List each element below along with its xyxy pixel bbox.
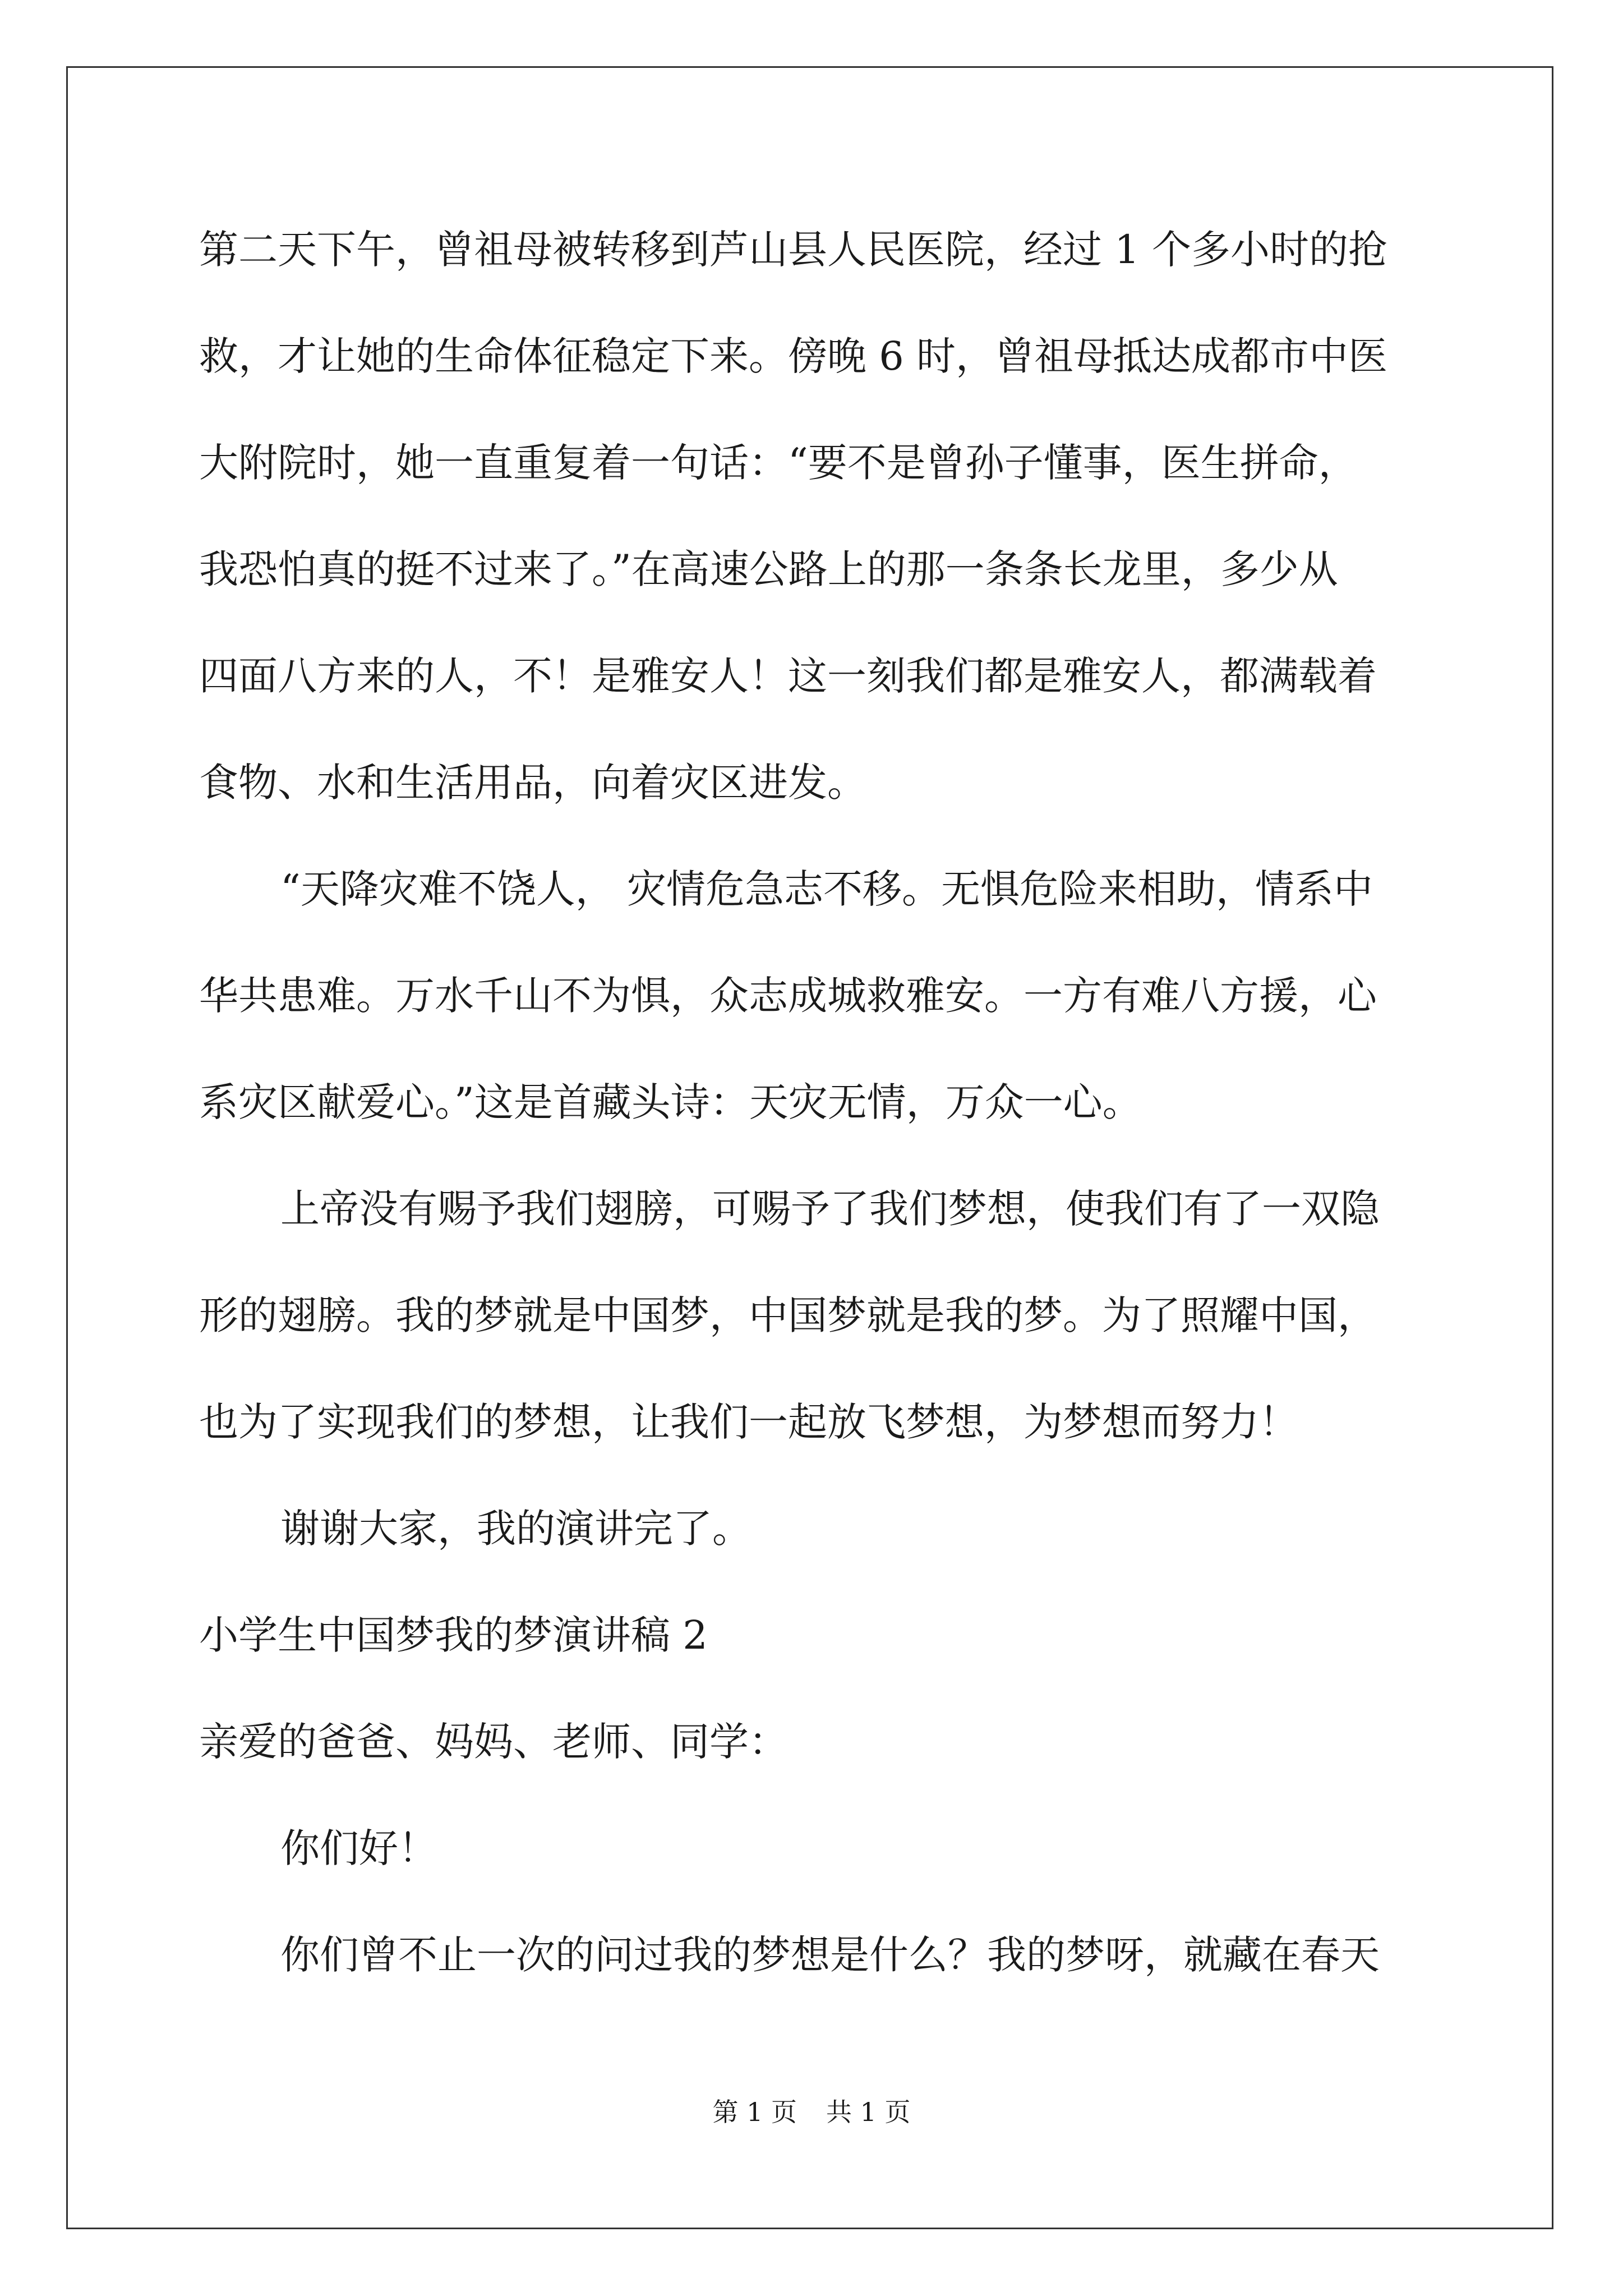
text-line: 亲爱的爸爸、妈妈、老师、同学：: [199, 1719, 788, 1765]
text-line: 食物、水和生活用品，向着灾区进发。: [199, 760, 866, 806]
text-line: 谢谢大家，我的演讲完了。: [280, 1506, 751, 1552]
text-line: 也为了实现我们的梦想，让我们一起放飞梦想，为梦想而努力！: [199, 1399, 1298, 1445]
text-line: 形的翅膀。我的梦就是中国梦，中国梦就是我的梦。为了照耀中国，: [199, 1292, 1377, 1338]
text-line: 四面八方来的人，不！是雅安人！这一刻我们都是雅安人，都满载着: [199, 653, 1377, 699]
text-line: 你们好！: [280, 1825, 437, 1871]
text-line: 上帝没有赐予我们翅膀，可赐予了我们梦想，使我们有了一双隐: [280, 1186, 1380, 1232]
text-line: 我恐怕真的挺不过来了。”在高速公路上的那一条条长龙里，多少从: [199, 546, 1338, 592]
page-footer: [0, 2095, 1623, 2129]
text-line: “天降灾难不饶人， 灾情危急志不移。无惧危险来相助，情系中: [280, 866, 1373, 912]
page-number-current: 第 1 页: [712, 2097, 797, 2127]
text-line: 你们曾不止一次的问过我的梦想是什么？我的梦呀，就藏在春天: [280, 1932, 1380, 1978]
text-line: 小学生中国梦我的梦演讲稿 2: [199, 1612, 708, 1658]
text-line: 第二天下午，曾祖母被转移到芦山县人民医院，经过 1 个多小时的抢: [199, 227, 1388, 273]
text-line: 救，才让她的生命体征稳定下来。傍晚 6 时，曾祖母抵达成都市中医: [199, 333, 1388, 379]
text-line: 大附院时，她一直重复着一句话：“要不是曾孙子懂事，医生拼命，: [199, 440, 1358, 486]
text-line: 华共患难。万水千山不为惧，众志成城救雅安。一方有难八方援，心: [199, 973, 1377, 1019]
text-line: 系灾区献爱心。”这是首藏头诗：天灾无情，万众一心。: [199, 1079, 1142, 1125]
document-body: [199, 196, 1433, 2008]
page-number-total: 共 1 页: [826, 2097, 911, 2127]
